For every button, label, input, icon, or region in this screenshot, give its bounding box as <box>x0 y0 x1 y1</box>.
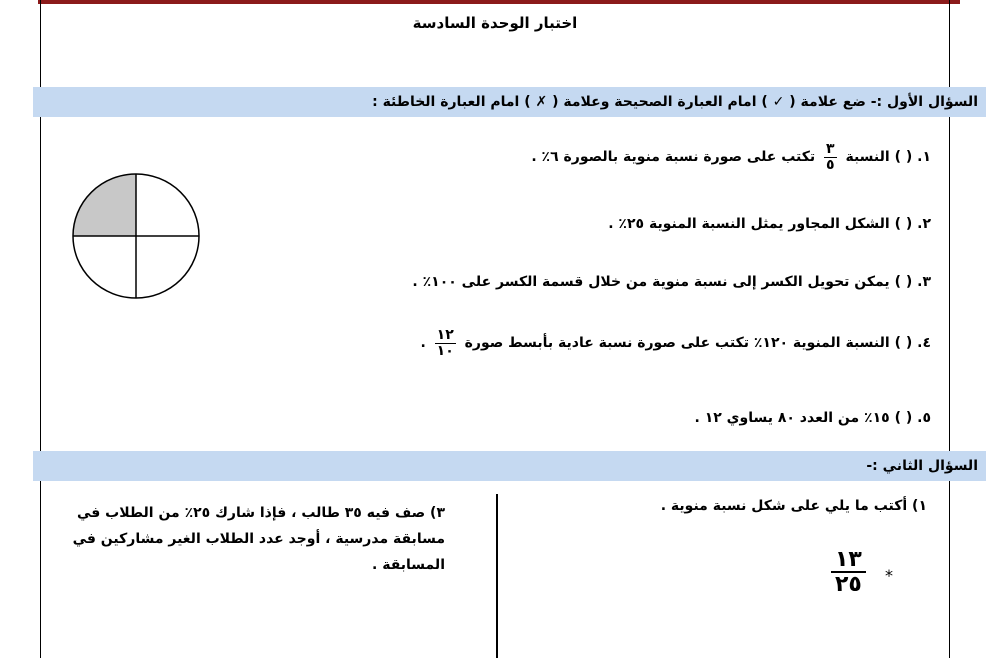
fraction-numerator: ١٢ <box>436 327 454 343</box>
item-text: أكتب ما يلي على شكل نسبة منوية . <box>660 498 908 514</box>
question-2-header: السؤال الثاني :- <box>33 451 986 481</box>
item-number: ١) <box>912 498 927 514</box>
question-1-header: السؤال الأول :- ضع علامة ( ✓ ) امام العبارة الصحيحة وعلامة ( ✗ ) امام العبارة الخاطئة : <box>33 87 986 117</box>
page-title: اختبار الوحدة السادسة <box>412 14 578 32</box>
fraction-denominator: ٥ <box>826 156 835 173</box>
item-number: ١. <box>917 149 931 166</box>
answer-blank[interactable]: ( ) <box>894 274 913 290</box>
answer-blank[interactable]: ( ) <box>894 149 913 166</box>
item-text-post: . <box>420 335 426 352</box>
item-number: ٥. <box>917 410 931 426</box>
fraction-denominator: ١٠ <box>436 342 454 359</box>
q1-item-5 <box>695 410 932 426</box>
pie-diagram <box>69 172 203 302</box>
fraction-numerator: ١٣ <box>831 548 866 573</box>
item-text: ١٥٪ من العدد ٨٠ يساوي ١٢ . <box>694 410 890 426</box>
item-text-pre: النسبة المنوية ١٢٠٪ تكتب على صورة نسبة عادية بأبسط صورة <box>464 335 890 352</box>
item-text-post: تكتب على صورة نسبة منوية بالصورة ٦٪ . <box>531 149 816 166</box>
item-text: يمكن تحويل الكسر إلى نسبة منوية من خلال قسمة الكسر على ١٠٠٪ . <box>412 274 890 290</box>
fraction <box>824 142 837 172</box>
q1-item-1 <box>531 142 931 172</box>
answer-blank[interactable]: ( ) <box>894 410 913 426</box>
fraction <box>435 328 456 358</box>
item-text-pre: النسبة <box>845 149 890 166</box>
answer-blank[interactable]: ( ) <box>894 335 913 352</box>
fraction-numerator: ٣ <box>826 141 835 157</box>
q1-item-2 <box>608 216 931 232</box>
fraction-denominator: ٢٥ <box>835 572 862 598</box>
item-text: صف فيه ٣٥ طالب ، فإذا شارك ٢٥٪ من الطلاب في مسابقة مدرسية ، أوجد عدد الطلاب الغير مشاركين في المسابقة . <box>72 505 445 573</box>
pie-shaded-quarter <box>73 174 136 236</box>
document-page <box>40 0 978 658</box>
q2-item-3 <box>49 500 445 578</box>
q2-item-1 <box>661 498 927 514</box>
q1-item-4 <box>420 328 931 358</box>
column-divider <box>496 494 498 658</box>
item-number: ٣) <box>430 505 445 521</box>
answer-blank[interactable]: ( ) <box>894 216 913 232</box>
item-text: الشكل المجاور يمثل النسبة المنوية ٢٥٪ . <box>608 216 890 232</box>
item-number: ٢. <box>917 216 931 232</box>
asterisk-marker: * <box>885 566 893 585</box>
q2-fraction <box>831 548 866 596</box>
item-number: ٤. <box>917 335 931 352</box>
item-number: ٣. <box>917 274 931 290</box>
q1-item-3 <box>412 274 931 290</box>
